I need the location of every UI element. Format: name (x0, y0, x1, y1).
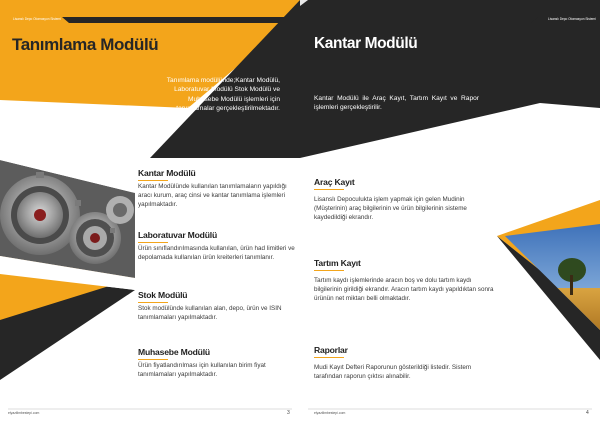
left-page-number: 3 (287, 410, 290, 416)
right-intro-text: Kantar Modülü ile Araç Kayıt, Tartım Kayıt ve Rapor işlemleri gerçekleştirilir. (314, 95, 479, 112)
right-page-title: Kantar Modülü (314, 35, 418, 52)
left-footer-url: elyazilimbestepi.com (8, 411, 40, 415)
section-body: Stok modülünde kullanılan alan, depo, ürün ve ISIN tanımlamaları yapılmaktadır. (138, 305, 282, 321)
section-body: Lisanslı Depoculukta işlem yapmak için gelen Mudinin (Müşterinin) araç bilgilerinin ve ürün bilgilerinin sisteme kaydedildiği ekrandır. (314, 196, 467, 221)
section-body: Ürün sınıflandırılmasında kullanılan, ürün had limitleri ve depolamada kullanılan ürün kreiterleri tanımlanır. (138, 245, 295, 261)
left-header-text: Lisanslı Depo Otomasyon Sistemi (13, 17, 61, 21)
section-title: Laboratuvar Modülü (138, 230, 298, 243)
right-page-number: 4 (586, 410, 589, 416)
section-body: Ürün fiyatlandırılması için kullanılan birim fiyat tanımlamaları yapılmaktadır. (138, 362, 266, 378)
right-section-arac-kayit (314, 177, 494, 223)
left-page-title: Tanımlama Modülü (12, 35, 159, 54)
section-title: Stok Modülü (138, 290, 298, 303)
right-section-tartim-kayit (314, 258, 499, 304)
left-section-stok (138, 290, 298, 323)
right-footer-url: elyazilimbestepi.com (314, 411, 346, 415)
section-title: Tartım Kayıt (314, 258, 499, 271)
section-title: Kantar Modülü (138, 168, 298, 181)
section-title: Muhasebe Modülü (138, 347, 298, 360)
section-body: Mudi Kayıt Defteri Raporunun gösterildiği listedir. Sistem tarafından raporun çıktısı alınabilir. (314, 364, 472, 380)
left-section-laboratuvar (138, 230, 298, 263)
left-section-muhasebe (138, 347, 298, 380)
right-top-dark (300, 0, 600, 158)
section-body: Kantar Modülünde kullanılan tanımlamaların yapıldığı aracı kurum, araç cinsi ve kantar tanımlama işlemleri yapılmaktadır. (138, 183, 287, 208)
right-section-raporlar (314, 345, 499, 382)
section-title: Araç Kayıt (314, 177, 494, 190)
right-header-text: Lisanslı Depo Otomasyon Sistemi (548, 17, 596, 21)
section-body: Tartım kaydı işlemlerinde aracın boş ve dolu tartım kaydı bilgilerinin girildiği ekrandır. Aracın tartım kaydı yapıldıktan sonra ürünün net miktarı belli olmaktadır. (314, 277, 494, 302)
section-title: Raporlar (314, 345, 499, 358)
left-intro-text: Tanımlama modülünde;Kantar Modülü, Laboratuvar Modülü Stok Modülü ve Muhasebe Modülü işlemleri için tanımlamalar gerçekleştirilmektadır. (166, 77, 280, 113)
left-section-kantar (138, 168, 298, 210)
